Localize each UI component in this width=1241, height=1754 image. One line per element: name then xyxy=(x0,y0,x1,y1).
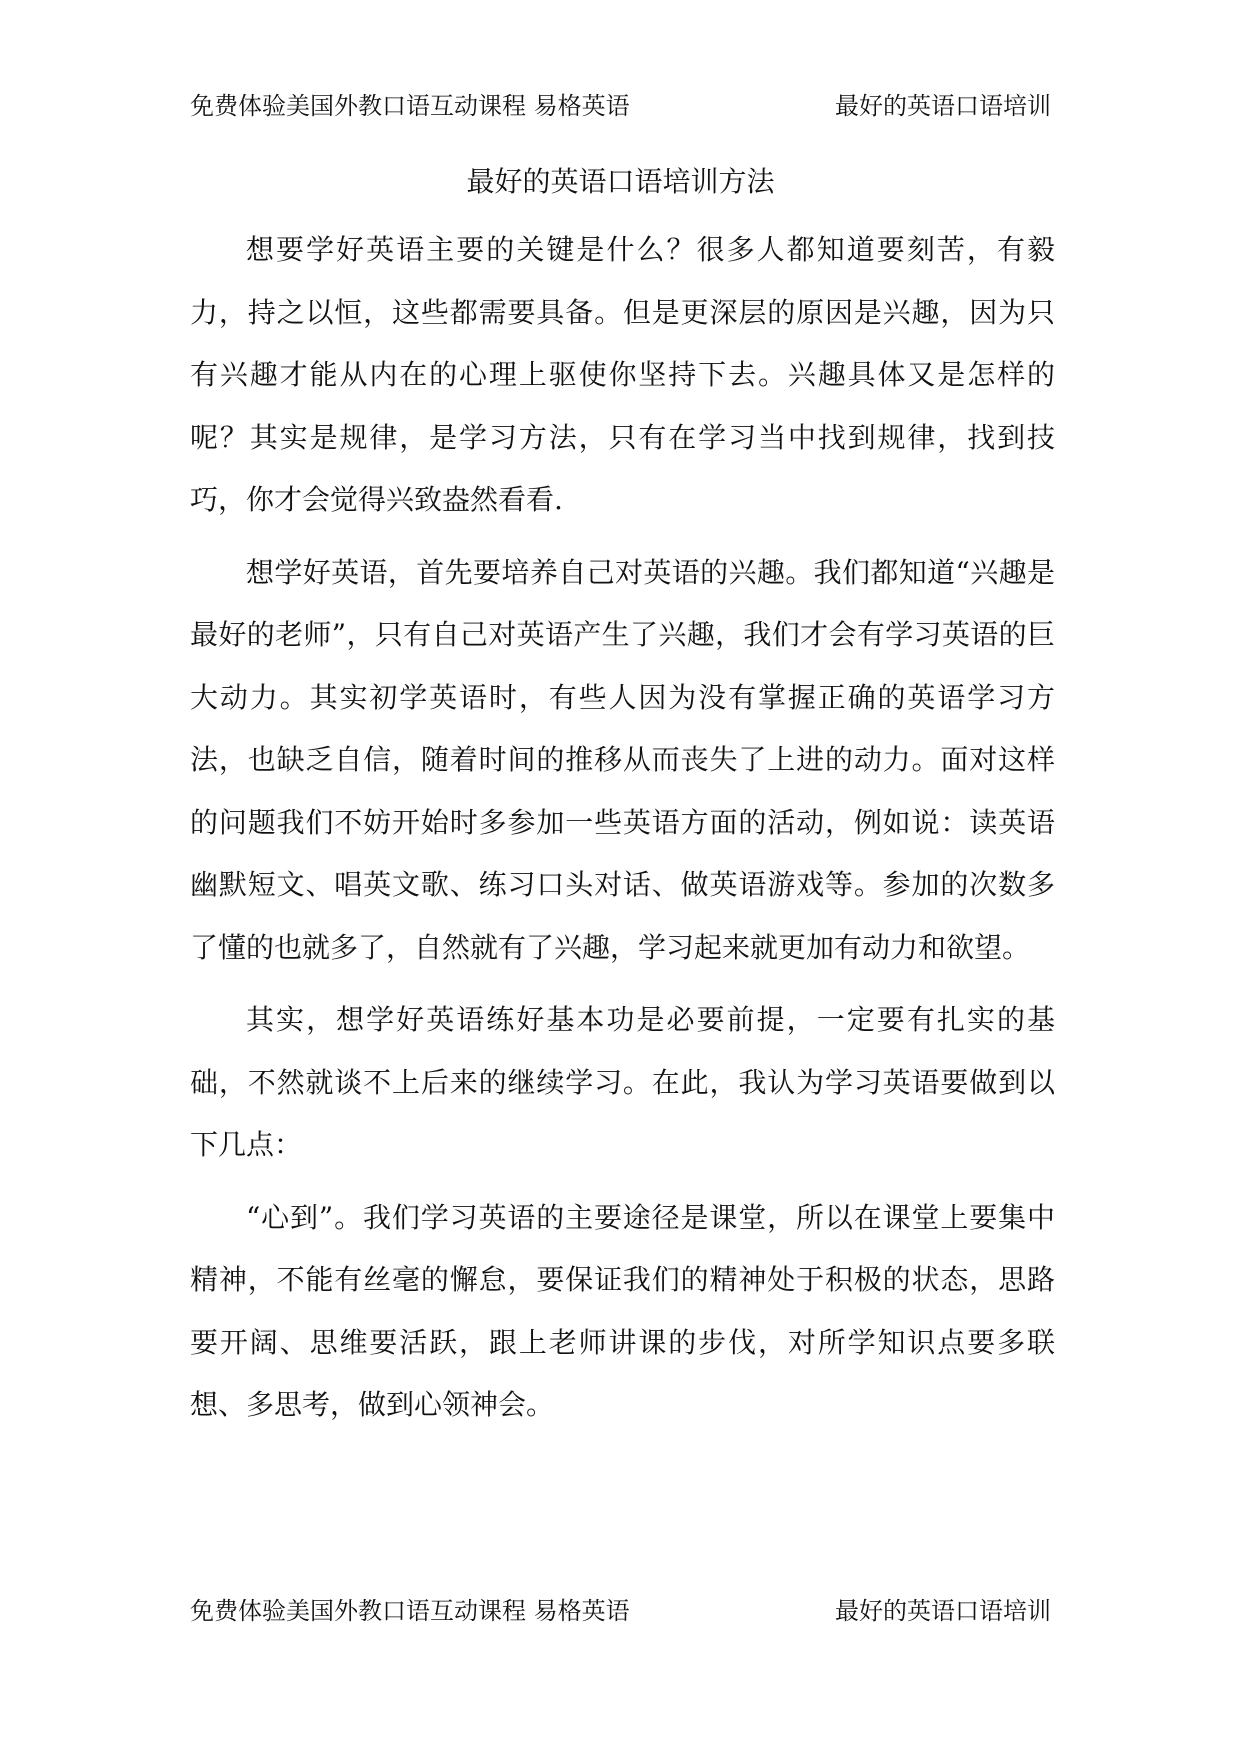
page-header xyxy=(190,91,1051,121)
paragraph-1: 想要学好英语主要的关键是什么？很多人都知道要刻苦，有毅力，持之以恒，这些都需要具备。但是更深层的原因是兴趣，因为只有兴趣才能从内在的心理上驱使你坚持下去。兴趣具体又是怎样的呢？其实是规律，是学习方法，只有在学习当中找到规律，找到技巧，你才会觉得兴致盎然看看. xyxy=(190,233,1055,516)
document-title: 最好的英语口语培训方法 xyxy=(466,165,775,198)
paragraph-3: 其实，想学好英语练好基本功是必要前提，一定要有扎实的基础，不然就谈不上后来的继续学习。在此，我认为学习英语要做到以下几点： xyxy=(190,1003,1055,1161)
header-right-text: 最好的英语口语培训 xyxy=(835,92,1051,120)
footer-left-text: 免费体验美国外教口语互动课程 易格英语 xyxy=(190,1597,630,1625)
paragraph-4: “心到”。我们学习英语的主要途径是课堂，所以在课堂上要集中精神，不能有丝毫的懈怠，要保证我们的精神处于积极的状态，思路要开阔、思维要活跃，跟上老师讲课的步伐，对所学知识点要多联想、多思考，做到心领神会。 xyxy=(190,1200,1055,1421)
header-left-text: 免费体验美国外教口语互动课程 易格英语 xyxy=(190,92,630,120)
paragraph-2: 想学好英语，首先要培养自己对英语的兴趣。我们都知道“兴趣是最好的老师”，只有自己对英语产生了兴趣，我们才会有学习英语的巨大动力。其实初学英语时，有些人因为没有掌握正确的英语学习方法，也缺乏自信，随着时间的推移从而丧失了上进的动力。面对这样的问题我们不妨开始时多参加一些英语方面的活动，例如说：读英语幽默短文、唱英文歌、练习口头对话、做英语游戏等。参加的次数多了懂的也就多了，自然就有了兴趣，学习起来就更加有动力和欲望。 xyxy=(190,555,1055,964)
document-body xyxy=(190,219,1055,1447)
page-footer xyxy=(190,1596,1051,1626)
footer-right-text: 最好的英语口语培训 xyxy=(835,1597,1051,1625)
